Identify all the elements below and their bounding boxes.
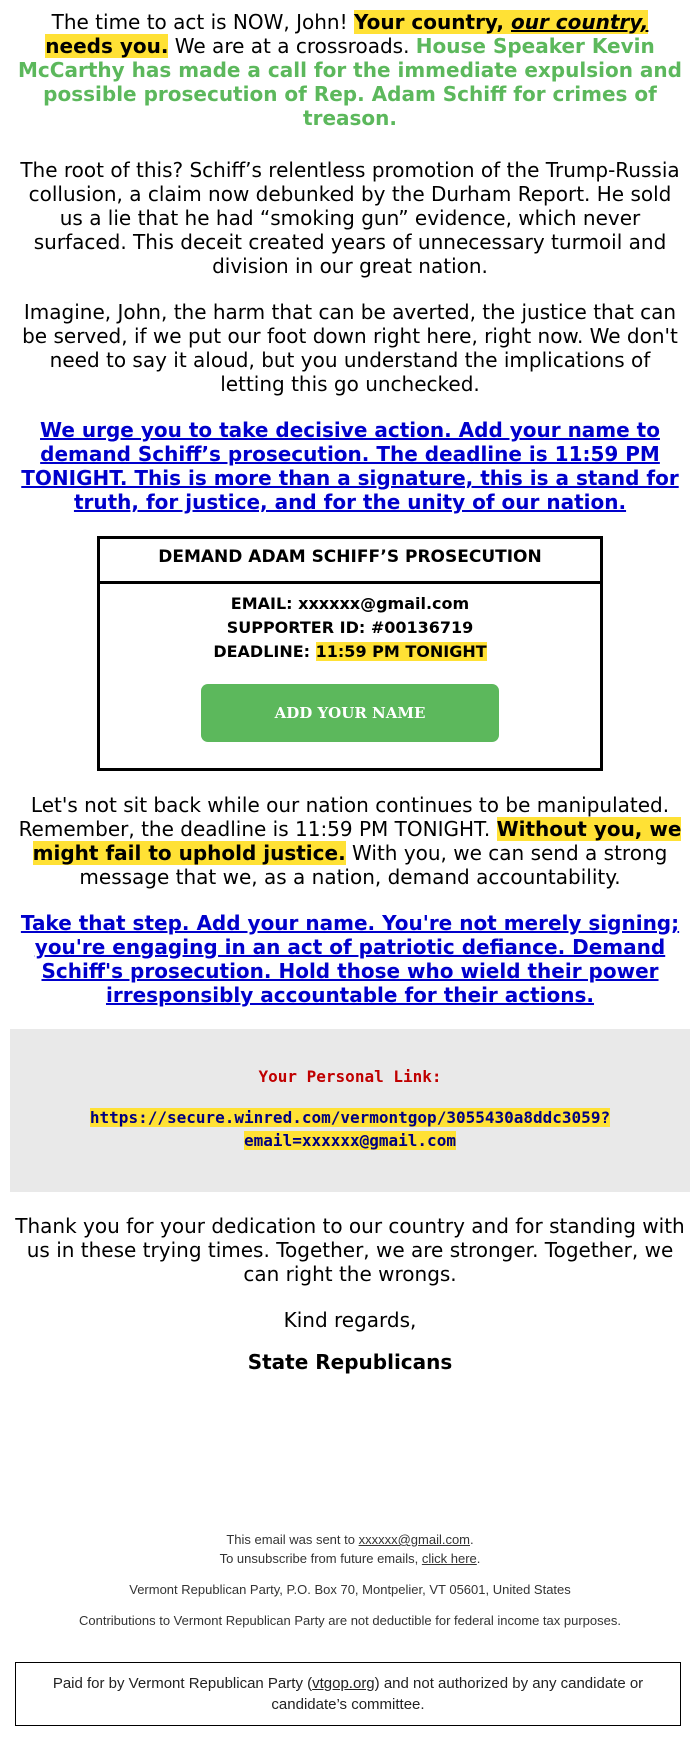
intro-lead: The time to act is NOW, John!	[51, 10, 354, 34]
email-value: xxxxxx@gmail.com	[298, 594, 470, 613]
personal-link-box	[10, 1029, 690, 1192]
paragraph-imagine: Imagine, John, the harm that can be averted, the justice that can be served, if we put our foot down right here, right now. We don't need to say it aloud, but you understand the implications of letting this go unchecked.	[22, 300, 678, 396]
cta-link-1[interactable]	[15, 418, 685, 514]
footer-address: Vermont Republican Party, P.O. Box 70, Montpelier, VT 05601, United States	[129, 1582, 571, 1597]
petition-title: DEMAND ADAM SCHIFF’S PROSECUTION	[100, 539, 600, 584]
deadline-line	[100, 640, 600, 664]
cta-link-1-text[interactable]: We urge you to take decisive action. Add your name to demand Schiff’s prosecution. The deadline is 11:59 PM TONIGHT. This is more than a signature, this is a stand for truth, for justice, and for the unity of our nation.	[21, 418, 679, 514]
footer-contributions: Contributions to Vermont Republican Party are not deductible for federal income tax purposes.	[79, 1613, 621, 1628]
footer-sent-unsub	[0, 1530, 700, 1568]
email-label: EMAIL:	[230, 594, 299, 613]
footer-unsub-suffix: .	[476, 1551, 481, 1566]
deadline-value: 11:59 PM TONIGHT	[315, 642, 487, 661]
footer-unsub-prefix: To unsubscribe from future emails,	[219, 1551, 422, 1566]
paragraph-remember	[15, 793, 685, 889]
intro-paragraph	[15, 10, 685, 130]
intro-highlight-a: Your country,	[353, 10, 511, 34]
footer-sent-prefix: This email was sent to	[226, 1532, 359, 1547]
intro-highlight-c: needs you.	[45, 34, 169, 58]
footer-sent-suffix: .	[470, 1532, 474, 1547]
paragraph-root: The root of this? Schiff’s relentless promotion of the Trump-Russia collusion, a claim now debunked by the Durham Report. He sold us a lie that he had “smoking gun” evidence, which never surfaced. This deceit created years of unnecessary turmoil and division in our great nation.	[20, 158, 680, 278]
add-your-name-button[interactable]: ADD YOUR NAME	[201, 684, 499, 742]
supporter-label: SUPPORTER ID:	[226, 618, 371, 637]
paid-suffix: ) and not authorized by any candidate or candidate’s committee.	[271, 1675, 644, 1713]
intro-mid: We are at a crossroads.	[168, 34, 416, 58]
footer-email-link[interactable]: xxxxxx@gmail.com	[358, 1532, 471, 1547]
cta-link-2[interactable]	[15, 911, 685, 1007]
personal-link-label: Your Personal Link:	[258, 1067, 442, 1086]
intro-green-text: House Speaker Kevin McCarthy has made a call for the immediate expulsion and possible prosecution of Rep. Adam Schiff for crimes of treason.	[18, 34, 682, 130]
remember-text-a: Let's not sit back while our nation continues to be manipulated. Remember, the deadline is 11:59 PM TONIGHT.	[18, 793, 670, 841]
signature: State Republicans	[247, 1350, 453, 1374]
email-body	[15, 0, 685, 1374]
paid-for-disclaimer	[15, 1662, 681, 1726]
personal-link-url-line1[interactable]: https://secure.winred.com/vermontgop/3055430a8ddc3059?	[89, 1108, 611, 1127]
closing: Kind regards,	[283, 1308, 417, 1332]
paid-prefix: Paid for by Vermont Republican Party (	[52, 1675, 313, 1692]
supporter-value: #00136719	[370, 618, 474, 637]
personal-link-url-line2[interactable]: email=xxxxxx@gmail.com	[244, 1131, 456, 1150]
vtgop-link[interactable]: vtgop.org	[312, 1675, 375, 1692]
email-footer	[0, 1530, 700, 1642]
intro-highlight-b: our country,	[510, 10, 649, 34]
deadline-label: DEADLINE:	[213, 642, 316, 661]
petition-box	[97, 536, 603, 771]
cta-link-2-text[interactable]: Take that step. Add your name. You're not merely signing; you're engaging in an act of patriotic defiance. Demand Schiff's prosecution. Hold those who wield their power irresponsibly accountable for their actions.	[20, 911, 680, 1007]
email-line	[100, 592, 600, 616]
personal-link-url[interactable]	[20, 1106, 680, 1152]
remember-text-b: With you, we can send a strong message that we, as a nation, demand accountability.	[79, 841, 668, 889]
remember-highlight: Without you, we might fail to uphold justice.	[32, 817, 682, 865]
paragraph-thanks: Thank you for your dedication to our country and for standing with us in these trying times. Together, we are stronger. Together, we can right the wrongs.	[15, 1214, 685, 1286]
unsubscribe-link[interactable]: click here	[421, 1551, 477, 1566]
petition-details	[100, 584, 600, 768]
supporter-line	[100, 616, 600, 640]
